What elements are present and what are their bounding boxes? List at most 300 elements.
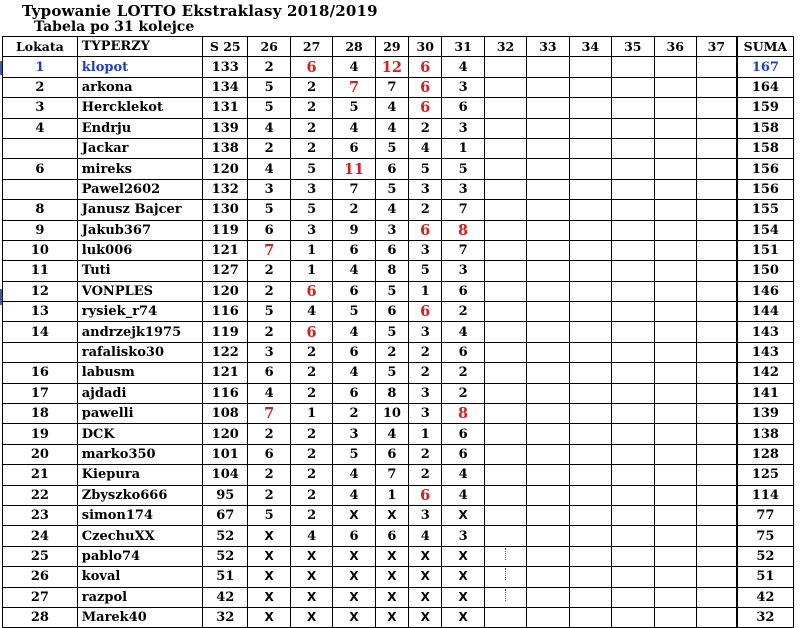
player-name-cell: Janusz Bajcer — [77, 200, 202, 220]
empty-round-cell — [569, 220, 611, 240]
sum-cell: 154 — [737, 220, 794, 240]
empty-round-cell — [612, 505, 654, 525]
s25-cell: 130 — [203, 200, 248, 220]
table-row — [3, 424, 794, 444]
round-score-cell: 2 — [333, 404, 375, 424]
empty-round-cell — [612, 342, 654, 362]
empty-round-cell — [569, 281, 611, 301]
round-score-cell: 6 — [248, 363, 290, 383]
empty-round-cell — [654, 383, 696, 403]
table-row — [3, 526, 794, 546]
player-name-cell: arkona — [77, 77, 202, 97]
round-score-cell: 6 — [248, 220, 290, 240]
s25-cell: 133 — [203, 57, 248, 77]
round-score-cell: 3 — [409, 240, 442, 260]
empty-round-cell — [527, 281, 569, 301]
sum-cell: 138 — [737, 424, 794, 444]
rank-cell: 2 — [3, 77, 78, 97]
s25-cell: 42 — [203, 587, 248, 607]
round-score-cell: X — [409, 587, 442, 607]
round-score-cell: 7 — [333, 179, 375, 199]
round-score-cell: 4 — [409, 138, 442, 158]
empty-round-cell — [696, 567, 736, 587]
round-score-cell: 6 — [442, 424, 484, 444]
empty-round-cell — [654, 505, 696, 525]
round-score-cell: 4 — [375, 98, 408, 118]
round-score-cell: 2 — [290, 363, 332, 383]
sum-cell: 141 — [737, 383, 794, 403]
rank-cell: 9 — [3, 220, 78, 240]
rank-cell: 14 — [3, 322, 78, 342]
round-score-cell: 8 — [375, 383, 408, 403]
empty-round-cell — [527, 57, 569, 77]
table-row — [3, 261, 794, 281]
empty-round-cell — [654, 424, 696, 444]
table-row — [3, 465, 794, 485]
round-score-cell: 4 — [442, 57, 484, 77]
empty-round-cell — [484, 383, 526, 403]
round-score-cell: 2 — [248, 138, 290, 158]
rank-cell: 17 — [3, 383, 78, 403]
round-score-cell: X — [375, 567, 408, 587]
standings-table — [2, 36, 794, 628]
round-score-cell: 6 — [290, 322, 332, 342]
round-score-cell: 2 — [248, 57, 290, 77]
table-row — [3, 98, 794, 118]
s25-cell: 51 — [203, 567, 248, 587]
round-score-cell: 6 — [442, 281, 484, 301]
round-score-cell: 7 — [248, 240, 290, 260]
round-score-cell: 1 — [290, 261, 332, 281]
empty-round-cell — [654, 281, 696, 301]
round-score-cell: 6 — [375, 526, 408, 546]
header-round-28: 28 — [333, 37, 375, 57]
rank-cell: 24 — [3, 526, 78, 546]
empty-round-cell — [612, 526, 654, 546]
empty-round-cell — [654, 546, 696, 566]
player-name-cell: DCK — [77, 424, 202, 444]
round-score-cell: 2 — [409, 465, 442, 485]
round-score-cell: 1 — [409, 424, 442, 444]
round-score-cell: 4 — [333, 261, 375, 281]
empty-round-cell — [612, 383, 654, 403]
empty-round-cell — [612, 322, 654, 342]
round-score-cell: 7 — [333, 77, 375, 97]
empty-round-cell — [696, 138, 736, 158]
empty-round-cell — [527, 200, 569, 220]
round-score-cell: 5 — [333, 98, 375, 118]
empty-round-cell — [696, 342, 736, 362]
round-score-cell: 3 — [442, 526, 484, 546]
round-score-cell: 4 — [442, 485, 484, 505]
sum-cell: 42 — [737, 587, 794, 607]
rank-cell: 25 — [3, 546, 78, 566]
s25-cell: 120 — [203, 281, 248, 301]
empty-round-cell — [484, 363, 526, 383]
s25-cell: 132 — [203, 179, 248, 199]
round-score-cell: 7 — [248, 404, 290, 424]
sum-cell: 155 — [737, 200, 794, 220]
round-score-cell: 4 — [333, 363, 375, 383]
empty-round-cell — [484, 220, 526, 240]
round-score-cell: 4 — [333, 322, 375, 342]
round-score-cell: 2 — [248, 465, 290, 485]
round-score-cell: 12 — [375, 57, 408, 77]
round-score-cell: 2 — [290, 465, 332, 485]
round-score-cell: 5 — [375, 322, 408, 342]
empty-round-cell — [612, 363, 654, 383]
rank-cell — [3, 342, 78, 362]
empty-round-cell — [527, 444, 569, 464]
empty-round-cell — [696, 302, 736, 322]
empty-round-cell — [569, 302, 611, 322]
empty-round-cell — [484, 240, 526, 260]
empty-round-cell — [484, 505, 526, 525]
empty-round-cell — [484, 424, 526, 444]
sum-cell: 158 — [737, 118, 794, 138]
round-score-cell: 5 — [375, 281, 408, 301]
empty-round-cell — [569, 587, 611, 607]
player-name-cell: razpol — [77, 587, 202, 607]
round-score-cell: 6 — [333, 383, 375, 403]
round-score-cell: X — [290, 567, 332, 587]
round-score-cell: X — [442, 546, 484, 566]
empty-round-cell — [484, 587, 526, 607]
empty-round-cell — [612, 567, 654, 587]
round-score-cell: X — [333, 587, 375, 607]
empty-round-cell — [612, 77, 654, 97]
empty-round-cell — [612, 220, 654, 240]
cell-marker — [505, 589, 507, 601]
empty-round-cell — [696, 424, 736, 444]
player-name-cell: CzechuXX — [77, 526, 202, 546]
table-row — [3, 567, 794, 587]
empty-round-cell — [527, 342, 569, 362]
round-score-cell: 1 — [442, 138, 484, 158]
empty-round-cell — [654, 118, 696, 138]
round-score-cell: 2 — [290, 98, 332, 118]
round-score-cell: 4 — [375, 200, 408, 220]
empty-round-cell — [696, 57, 736, 77]
s25-cell: 108 — [203, 404, 248, 424]
round-score-cell: 2 — [248, 424, 290, 444]
empty-round-cell — [484, 118, 526, 138]
round-score-cell: 6 — [375, 302, 408, 322]
empty-round-cell — [696, 200, 736, 220]
empty-round-cell — [527, 118, 569, 138]
empty-round-cell — [654, 200, 696, 220]
header-round-30: 30 — [409, 37, 442, 57]
empty-round-cell — [654, 444, 696, 464]
sum-cell: 139 — [737, 404, 794, 424]
empty-round-cell — [527, 77, 569, 97]
empty-round-cell — [527, 607, 569, 627]
table-row — [3, 505, 794, 525]
empty-round-cell — [569, 200, 611, 220]
round-score-cell: 2 — [290, 342, 332, 362]
round-score-cell: 5 — [290, 200, 332, 220]
empty-round-cell — [569, 118, 611, 138]
empty-round-cell — [612, 465, 654, 485]
round-score-cell: 4 — [333, 465, 375, 485]
rank-cell: 11 — [3, 261, 78, 281]
empty-round-cell — [612, 159, 654, 179]
cell-marker — [505, 548, 507, 560]
round-score-cell: X — [375, 607, 408, 627]
round-score-cell: 2 — [409, 444, 442, 464]
s25-cell: 121 — [203, 363, 248, 383]
round-score-cell: 4 — [290, 302, 332, 322]
round-score-cell: 7 — [375, 465, 408, 485]
table-row — [3, 281, 794, 301]
player-name-cell: ajdadi — [77, 383, 202, 403]
table-row — [3, 200, 794, 220]
round-score-cell: 3 — [442, 261, 484, 281]
player-name-cell: simon174 — [77, 505, 202, 525]
empty-round-cell — [527, 363, 569, 383]
table-row — [3, 220, 794, 240]
s25-cell: 122 — [203, 342, 248, 362]
round-score-cell: 4 — [333, 57, 375, 77]
round-score-cell: X — [290, 587, 332, 607]
empty-round-cell — [527, 159, 569, 179]
round-score-cell: X — [333, 567, 375, 587]
round-score-cell: 7 — [442, 240, 484, 260]
empty-round-cell — [654, 587, 696, 607]
round-score-cell: 6 — [375, 444, 408, 464]
empty-round-cell — [612, 485, 654, 505]
empty-round-cell — [484, 567, 526, 587]
empty-round-cell — [527, 526, 569, 546]
round-score-cell: 1 — [290, 404, 332, 424]
round-score-cell: 2 — [290, 424, 332, 444]
empty-round-cell — [569, 424, 611, 444]
header-round-34: 34 — [569, 37, 611, 57]
header-rank: Lokata — [3, 37, 78, 57]
round-score-cell: 5 — [290, 159, 332, 179]
rank-cell: 3 — [3, 98, 78, 118]
empty-round-cell — [484, 444, 526, 464]
rank-cell: 21 — [3, 465, 78, 485]
s25-cell: 101 — [203, 444, 248, 464]
empty-round-cell — [696, 526, 736, 546]
empty-round-cell — [569, 607, 611, 627]
table-row — [3, 179, 794, 199]
round-score-cell: 6 — [409, 220, 442, 240]
round-score-cell: 1 — [290, 240, 332, 260]
s25-cell: 67 — [203, 505, 248, 525]
empty-round-cell — [484, 322, 526, 342]
empty-round-cell — [484, 302, 526, 322]
sum-cell: 142 — [737, 363, 794, 383]
round-score-cell: 6 — [409, 485, 442, 505]
round-score-cell: 4 — [375, 118, 408, 138]
round-score-cell: X — [409, 607, 442, 627]
round-score-cell: 4 — [248, 383, 290, 403]
sum-cell: 51 — [737, 567, 794, 587]
empty-round-cell — [612, 240, 654, 260]
empty-round-cell — [612, 444, 654, 464]
round-score-cell: 2 — [248, 485, 290, 505]
empty-round-cell — [527, 383, 569, 403]
round-score-cell: 2 — [409, 342, 442, 362]
round-score-cell: 6 — [375, 240, 408, 260]
table-row — [3, 138, 794, 158]
empty-round-cell — [612, 607, 654, 627]
s25-cell: 121 — [203, 240, 248, 260]
round-score-cell: 2 — [290, 444, 332, 464]
empty-round-cell — [527, 179, 569, 199]
header-round-35: 35 — [612, 37, 654, 57]
rank-cell: 1 — [3, 57, 78, 77]
empty-round-cell — [696, 465, 736, 485]
round-score-cell: 2 — [290, 77, 332, 97]
empty-round-cell — [484, 485, 526, 505]
empty-round-cell — [569, 261, 611, 281]
round-score-cell: 6 — [409, 77, 442, 97]
header-players: TYPERZY — [77, 37, 202, 57]
header-round-31: 31 — [442, 37, 484, 57]
s25-cell: 120 — [203, 159, 248, 179]
header-round-26: 26 — [248, 37, 290, 57]
player-name-cell: pablo74 — [77, 546, 202, 566]
table-row — [3, 57, 794, 77]
header-s25: S 25 — [203, 37, 248, 57]
header-sum: SUMA — [737, 37, 794, 57]
round-score-cell: 6 — [442, 444, 484, 464]
round-score-cell: 2 — [290, 485, 332, 505]
rank-cell: 27 — [3, 587, 78, 607]
empty-round-cell — [527, 302, 569, 322]
s25-cell: 52 — [203, 546, 248, 566]
sheet-title: Typowanie LOTTO Ekstraklasy 2018/2019 — [22, 2, 378, 20]
empty-round-cell — [527, 546, 569, 566]
round-score-cell: 2 — [290, 505, 332, 525]
round-score-cell: 2 — [248, 281, 290, 301]
s25-cell: 119 — [203, 322, 248, 342]
round-score-cell: X — [442, 607, 484, 627]
empty-round-cell — [569, 546, 611, 566]
rank-cell: 20 — [3, 444, 78, 464]
empty-round-cell — [654, 220, 696, 240]
empty-round-cell — [569, 363, 611, 383]
round-score-cell: 3 — [442, 179, 484, 199]
empty-round-cell — [612, 424, 654, 444]
rank-cell: 23 — [3, 505, 78, 525]
header-round-37: 37 — [696, 37, 736, 57]
sum-cell: 128 — [737, 444, 794, 464]
empty-round-cell — [696, 281, 736, 301]
empty-round-cell — [527, 220, 569, 240]
round-score-cell: 5 — [248, 302, 290, 322]
empty-round-cell — [527, 98, 569, 118]
s25-cell: 139 — [203, 118, 248, 138]
empty-round-cell — [696, 261, 736, 281]
player-name-cell: Kiepura — [77, 465, 202, 485]
sum-cell: 114 — [737, 485, 794, 505]
empty-round-cell — [654, 261, 696, 281]
round-score-cell: 3 — [290, 220, 332, 240]
empty-round-cell — [569, 383, 611, 403]
empty-round-cell — [612, 57, 654, 77]
round-score-cell: 2 — [248, 261, 290, 281]
empty-round-cell — [484, 98, 526, 118]
empty-round-cell — [612, 261, 654, 281]
s25-cell: 127 — [203, 261, 248, 281]
table-row — [3, 118, 794, 138]
round-score-cell: 5 — [442, 159, 484, 179]
round-score-cell: 8 — [442, 404, 484, 424]
player-name-cell: Jackar — [77, 138, 202, 158]
player-name-cell: Jakub367 — [77, 220, 202, 240]
empty-round-cell — [484, 261, 526, 281]
table-row — [3, 485, 794, 505]
empty-round-cell — [654, 138, 696, 158]
empty-round-cell — [569, 404, 611, 424]
empty-round-cell — [654, 363, 696, 383]
player-name-cell: Tuti — [77, 261, 202, 281]
round-score-cell: 7 — [375, 77, 408, 97]
round-score-cell: 6 — [248, 444, 290, 464]
table-row — [3, 404, 794, 424]
empty-round-cell — [569, 179, 611, 199]
sheet-subtitle: Tabela po 31 kolejce — [34, 19, 195, 35]
sum-cell: 143 — [737, 342, 794, 362]
round-score-cell: X — [290, 607, 332, 627]
empty-round-cell — [612, 281, 654, 301]
empty-round-cell — [527, 465, 569, 485]
round-score-cell: 2 — [442, 302, 484, 322]
round-score-cell: 4 — [442, 465, 484, 485]
empty-round-cell — [654, 485, 696, 505]
empty-round-cell — [569, 342, 611, 362]
sum-cell: 159 — [737, 98, 794, 118]
round-score-cell: X — [333, 505, 375, 525]
round-score-cell: 8 — [375, 261, 408, 281]
sum-cell: 77 — [737, 505, 794, 525]
sum-cell: 143 — [737, 322, 794, 342]
empty-round-cell — [612, 404, 654, 424]
empty-round-cell — [696, 444, 736, 464]
empty-round-cell — [696, 485, 736, 505]
empty-round-cell — [484, 404, 526, 424]
empty-round-cell — [569, 567, 611, 587]
rank-cell — [3, 138, 78, 158]
round-score-cell: 5 — [248, 505, 290, 525]
player-name-cell: marko350 — [77, 444, 202, 464]
empty-round-cell — [484, 526, 526, 546]
empty-round-cell — [484, 281, 526, 301]
cell-marker — [505, 568, 507, 580]
round-score-cell: 10 — [375, 404, 408, 424]
player-name-cell: Endrju — [77, 118, 202, 138]
empty-round-cell — [484, 465, 526, 485]
round-score-cell: 5 — [333, 444, 375, 464]
round-score-cell: X — [333, 607, 375, 627]
round-score-cell: 5 — [409, 261, 442, 281]
empty-round-cell — [696, 179, 736, 199]
round-score-cell: 6 — [333, 240, 375, 260]
player-name-cell: Marek40 — [77, 607, 202, 627]
empty-round-cell — [696, 159, 736, 179]
rank-cell: 6 — [3, 159, 78, 179]
s25-cell: 95 — [203, 485, 248, 505]
header-round-33: 33 — [527, 37, 569, 57]
empty-round-cell — [569, 444, 611, 464]
sum-cell: 151 — [737, 240, 794, 260]
s25-cell: 119 — [203, 220, 248, 240]
table-row — [3, 77, 794, 97]
